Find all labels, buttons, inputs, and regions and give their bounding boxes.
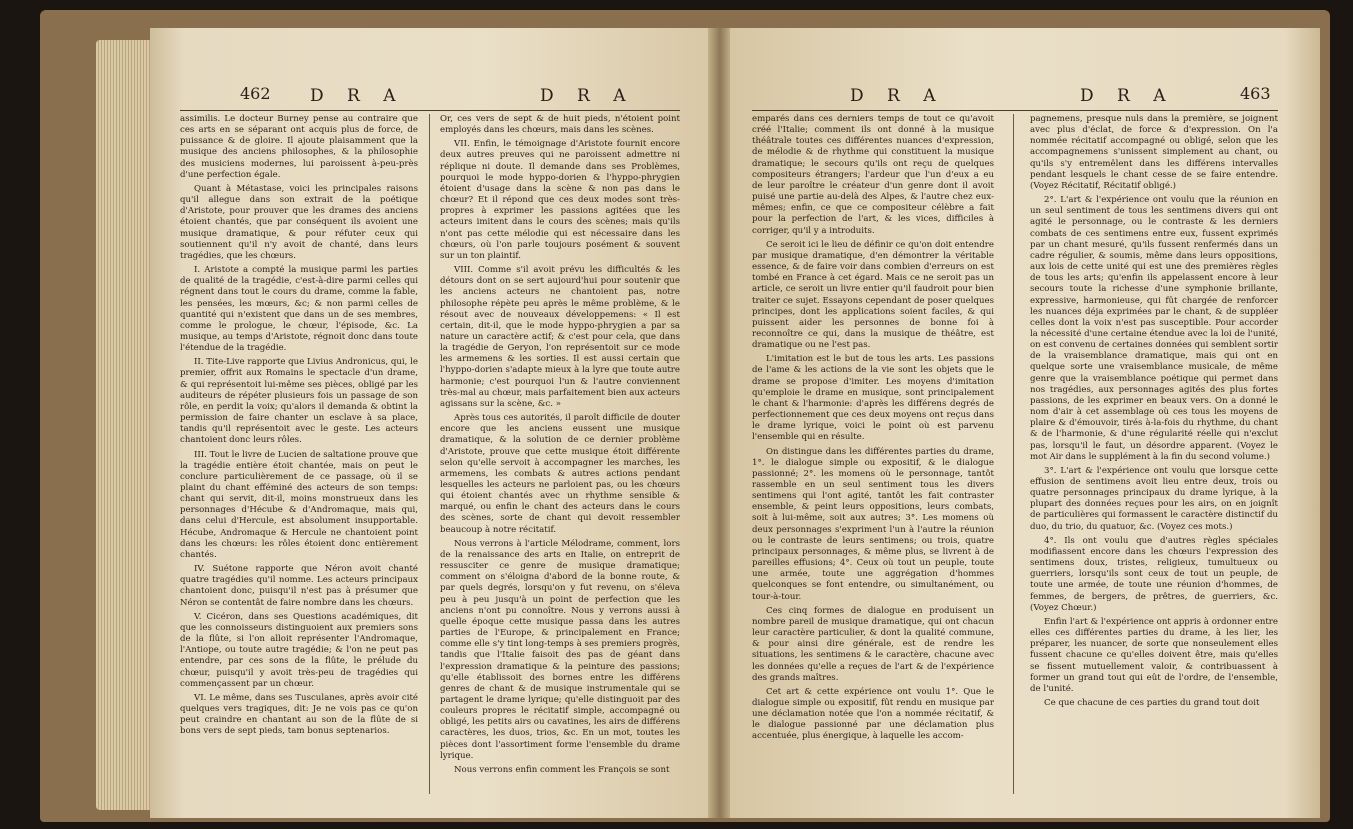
right-page [730,28,1320,818]
paragraph: VIII. Comme s'il avoit prévu les difficultés & les détours dont on se sert aujourd'hui pour soutenir que les anciens acteurs ne chantoient pas, notre philosophe répète peu après le même problème, & le résout avec de nouveaux développemens: « Il est certain, dit-il, que le mode hyppo-phrygien a par sa nature un caractère actif; & c'est pour cela, que dans la tragédie de Geryon, l'on représentoit sur ce mode les armemens & les sorties. Il est aussi certain que l'hyppo-dorien s'adapte mieux à la lyre que toute autre harmonie; c'est pourquoi l'un & l'autre conviennent très-mal au chœur, mais parfaitement bien aux acteurs agissans sur la scène, &c. » [440,265,680,409]
paragraph: 3°. L'art & l'expérience ont voulu que lorsque cette effusion de sentimens avoit lieu entre deux, trois ou quatre personnages principaux du drame lyrique, à la plupart des données reçues pour les airs, on en joignît de particulières qui formassent le caractère distinctif du duo, du trio, du quatuor, &c. (Voyez ces mots.) [1030,465,1278,532]
paragraph: III. Tout le livre de Lucien de saltatione prouve que la tragédie entière étoit chantée, mais on peut le conclure particulièrement de ce passage, où il se plaint du chant efféminé des acteurs de son temps: chant qui servit, dit-il, moins monstrueux dans les personnages d'Hécube & d'Andromaque, mais qui, dans celui d'Hercule, est absolument insupportable. Hécube, Andromaque & Hercule ne chantoient point dans les chœurs: les rôles étoient donc entièrement chantés. [180,449,418,560]
paragraph: I. Aristote a compté la musique parmi les parties de qualité de la tragédie, c'est-à-dire parmi celles qui régnent dans tout le cours du drame, comme la fable, les pensées, les mœurs, &c; & non parmi celles de quantité qui n'existent que dans un de ses membres, comme le prologue, le chœur, l'épisode, &c. La musique, au temps d'Aristote, régnoit donc dans toute l'étendue de la tragédie. [180,265,418,354]
header-rule [180,110,680,111]
paragraph: VI. Le même, dans ses Tusculanes, après avoir cité quelques vers tragiques, dit: Je ne vois pas ce qu'on peut craindre en chantant au son de la flûte de si bons vers de sept pieds, tam bonus septenarios. [180,692,418,737]
paragraph: On distingue dans les différentes parties du drame, 1°. le dialogue simple ou expositif, & le dialogue passionné; 2°. les momens où le personnage, tantôt rassemble en un seul sentiment tous les divers sentimens qui l'ont agité, tantôt les fait contraster ensemble, & peint leurs oppositions, leurs combats, soit à lui-même, soit aux autres; 3°. Les momens où deux personnages s'expriment l'un à l'autre la réunion ou le contraste de leurs sentimens; ou trois, quatre principaux personnages, & même plus, se livrent à de pareilles effusions; 4°. Ceux où tout un peuple, toute une armée, toute une aggrégation d'hommes quelconques se font entendre, ou simultanément, ou tour-à-tour. [752,446,994,602]
paragraph: 2°. L'art & l'expérience ont voulu que la réunion en un seul sentiment de tous les sentimens divers qui ont agité le personnage, ou le contraste & les derniers combats de ces sentimens entre eux, fussent exprimés par un chant mesuré, qu'ils fussent renfermés dans un cadre régulier, & soumis, même dans leurs oppositions, aux lois de cette unité qui est une des premières règles de tous les arts; qu'enfin ils appelassent encore à leur secours toute la richesse d'une symphonie brillante, expressive, harmonieuse, qui fût chargée de renforcer les nuances déja exprimées par le chant, & de suppléer celles dont la voix n'est pas susceptible. Pour accorder la nécessité d'une certaine étendue avec la loi de l'unité, on est convenu de certaines données qui semblent sortir de la vraisemblance dramatique, mais qui ont en quelque sorte une vraisemblance musicale, de même genre que la vraisemblance poétique qui permet dans nos tragédies, aux personnages agités des plus fortes passions, de les exprimer en beaux vers. On a donné le nom d'air à cet assemblage où ces tous les moyens de plaire & d'émouvoir, tirés à-la-fois du rhythme, du chant & de l'harmonie, & d'une régularité réelle qui n'exclut pas, lorsqu'il le faut, un désordre apparent. (Voyez le mot Air dans le supplément à la fin du second volume.) [1030,195,1278,462]
right-column-1 [752,114,994,804]
paragraph: V. Cicéron, dans ses Questions académiques, dit que les connoisseurs distinguoient aux premiers sons de la flûte, si l'on alloit représenter l'Andromaque, l'Antiope, ou toute autre tragédie; & l'on ne peut pas entendre, par ces sons de la flûte, le prélude du chœur, puisqu'il y avoit très-peu de tragédies qui commençassent par un chœur. [180,611,418,689]
page-number-right: 463 [1240,84,1271,103]
paragraph: Après tous ces autorités, il paroît difficile de douter encore que les anciens eussent une musique dramatique, & la solution de ce dernier problème d'Aristote, prouve que cette musique étoit différente selon qu'elle servoit à accompagner les marches, les armemens, les combats & autres actions pendant lesquelles les acteurs ne parloient pas, ou les chœurs qui étoient chantés avec un rhythme sensible & marqué, ou enfin le chant des acteurs dans le cours des scènes, sorte de chant qui devoit ressembler beaucoup à notre récitatif. [440,413,680,535]
paragraph: L'imitation est le but de tous les arts. Les passions de l'ame & les actions de la vie sont les objets que le drame se propose d'imiter. Les moyens d'imitation qu'emploie le drame en musique, sont principalement le chant & l'harmonie: d'après les différens degrés de perfectionnement que ces deux moyens ont reçus dans le drame lyrique, voici le point où est parvenu l'ensemble qui en résulte. [752,354,994,443]
book-spread [40,10,1330,822]
right-column-2 [1030,114,1278,804]
paragraph: II. Tite-Live rapporte que Livius Andronicus, qui, le premier, offrit aux Romains le spectacle d'un drame, & qui représentoit lui-même ses pièces, obligé par les auditeurs de répéter plusieurs fois un passage de son rôle, en perdit la voix; qu'alors il demanda & obtint la permission de faire chanter un esclave à sa place, tandis qu'il représentoit avec le geste. Les acteurs chantoient donc leurs rôles. [180,357,418,446]
paragraph: Or, ces vers de sept & de huit pieds, n'étoient point employés dans les chœurs, mais dans les scènes. [440,114,680,136]
paragraph: assimilis. Le docteur Burney pense au contraire que ces arts en se séparant ont acquis plus de force, de puissance & de gloire. Il ajoute plaisamment que la musique des anciens philosophes, & la philosophie des musiciens modernes, lui paroissent à-peu-près d'une perfection égale. [180,114,418,180]
paragraph: emparés dans ces derniers temps de tout ce qu'avoit créé l'Italie; comment ils ont donné à la musique théâtrale toutes ces différentes nuances d'expression, de mélodie & de rhythme qui constituent la musique dramatique; le secours qu'ils ont reçu de quelques compositeurs étrangers; l'ardeur que l'un d'eux a eu de leur paroître le créateur d'un genre dont il avoit puisé une partie au-delà des Alpes, & l'autre chez eux-mêmes; enfin, ce que ce compositeur célèbre a fait pour la perfection de l'art, & les vices, difficiles à corriger, qu'il y a introduits. [752,114,994,236]
column-rule [429,114,430,794]
header-rule [752,110,1278,111]
left-column-1 [180,114,418,804]
paragraph: Nous verrons à l'article Mélodrame, comment, lors de la renaissance des arts en Italie, on entreprit de ressusciter ce genre de musique dramatique; comment on s'éloigna d'abord de la bonne route, & par quels degrés, lorsqu'on y fut revenu, on s'éleva peu à peu jusqu'à un point de perfection que les anciens n'ont pu connoître. Nous y verrons aussi à quelle époque cette musique passa dans les autres parties de l'Europe, & principalement en France; comme elle s'y tint long-temps à ses premiers progrès, tandis que l'Italie faisoit des pas de géant dans l'expression dramatique & la peinture des passions; qu'elle établissoit des bornes entre les différens genres de chant & de musique instrumentale qui se partagent le drame lyrique; qu'elle distinguoit par des couleurs propres le récitatif simple, accompagné ou obligé, les petits airs ou cavatines, les airs de différens caractères, les duos, trios, &c. En un mot, toutes les pièces dont l'assortiment forme l'ensemble du drame lyrique. [440,538,680,761]
paragraph: Enfin l'art & l'expérience ont appris à ordonner entre elles ces différentes parties du drame, à les lier, les préparer, les nuancer, de sorte que nonseulement elles fussent chacune ce qu'elles doivent être, mais qu'elles se fissent mutuellement valoir, & contribuassent à former un grand tout qui eût de l'ordre, de l'ensemble, de l'unité. [1030,616,1278,694]
running-head-left-1: D R A [310,86,405,106]
paragraph: IV. Suétone rapporte que Néron avoit chanté quatre tragédies qu'il nomme. Les acteurs principaux chantoient donc, puisqu'il n'est pas à présumer que Néron se contentât de faire nombre dans les chœurs. [180,564,418,608]
paragraph: 4°. Ils ont voulu que d'autres règles spéciales modifiassent encore dans les chœurs l'expression des sentimens doux, tristes, religieux, tumultueux ou guerriers, lorsqu'ils sont ceux de tout un peuple, de toute une armée, de toute une réunion d'hommes, de femmes, de bergers, de prêtres, de guerriers, &c. (Voyez Chœur.) [1030,535,1278,613]
left-column-2 [440,114,680,804]
page-edges [96,40,152,810]
paragraph: Ce seroit ici le lieu de définir ce qu'on doit entendre par musique dramatique, d'en démontrer la véritable essence, & de faire voir dans combien d'erreurs on est tombé en France à cet égard. Mais ce ne seroit pas un article, ce seroit un livre entier qu'il faudroit pour bien traiter ce sujet. Essayons cependant de poser quelques principes, dont les applications soient faciles, & qui puissent aider les personnes de bonne foi à reconnoître ce qui, dans la musique de théâtre, est dramatique ou ne l'est pas. [752,239,994,351]
column-rule [1013,114,1014,794]
running-head-right-1: D R A [850,86,945,106]
paragraph: Nous verrons enfin comment les François se sont [454,764,670,775]
page-number-left: 462 [240,84,271,103]
paragraph: Cet art & cette expérience ont voulu 1°. Que le dialogue simple ou expositif, fût rendu en musique par une déclamation notée que l'on a nommée récitatif, & le dialogue passionné par une déclamation plus accentuée, plus énergique, à laquelle les accom- [752,686,994,742]
book-gutter [708,28,732,818]
left-page [150,28,710,818]
paragraph: Quant à Métastase, voici les principales raisons qu'il allegue dans son extrait de la poétique d'Aristote, pour prouver que les drames des anciens étoient chantés, que par conséquent ils avoient une musique dramatique, & pour réfuter ceux qui soutiennent qu'il n'y avoit de chanté, dans leurs tragédies, que les chœurs. [180,183,418,261]
paragraph: Ce que chacune de ces parties du grand tout doit [1044,697,1260,708]
paragraph: Ces cinq formes de dialogue en produisent un nombre pareil de musique dramatique, qui ont chacun leur caractère particulier, & dont la qualité commune, & pour ainsi dire générale, est de rendre les situations, les sentimens & le caractère, chacune avec les données qu'elle a reçues de l'art & de l'expérience des grands maîtres. [752,605,994,683]
paragraph: VII. Enfin, le témoignage d'Aristote fournit encore deux autres preuves qui ne paroissent admettre ni réplique ni doute. Il demande dans ses Problèmes, pourquoi le mode hyppo-dorien & l'hyppo-phrygien étoient d'usage dans la scène & non pas dans le chœur? Et il répond que ces deux modes sont très-propres à exprimer les passions agitées que les acteurs imitent dans le cours des scènes; mais qu'ils n'ont pas cette mélodie qui est nécessaire dans les chœurs, où l'on parle toujours posément & souvent sur un ton plaintif. [440,139,680,261]
running-head-right-2: D R A [1080,86,1175,106]
running-head-left-2: D R A [540,86,635,106]
paragraph: pagnemens, presque nuls dans la première, se joignent avec plus d'éclat, de force & d'expression. On l'a nommée récitatif accompagné ou obligé, selon que les accompagnemens s'unissent simplement au chant, ou qu'ils s'y entremêlent dans les différens intervalles pendant lesquels le chant cesse de se faire entendre. (Voyez Récitatif, Récitatif obligé.) [1030,114,1278,191]
